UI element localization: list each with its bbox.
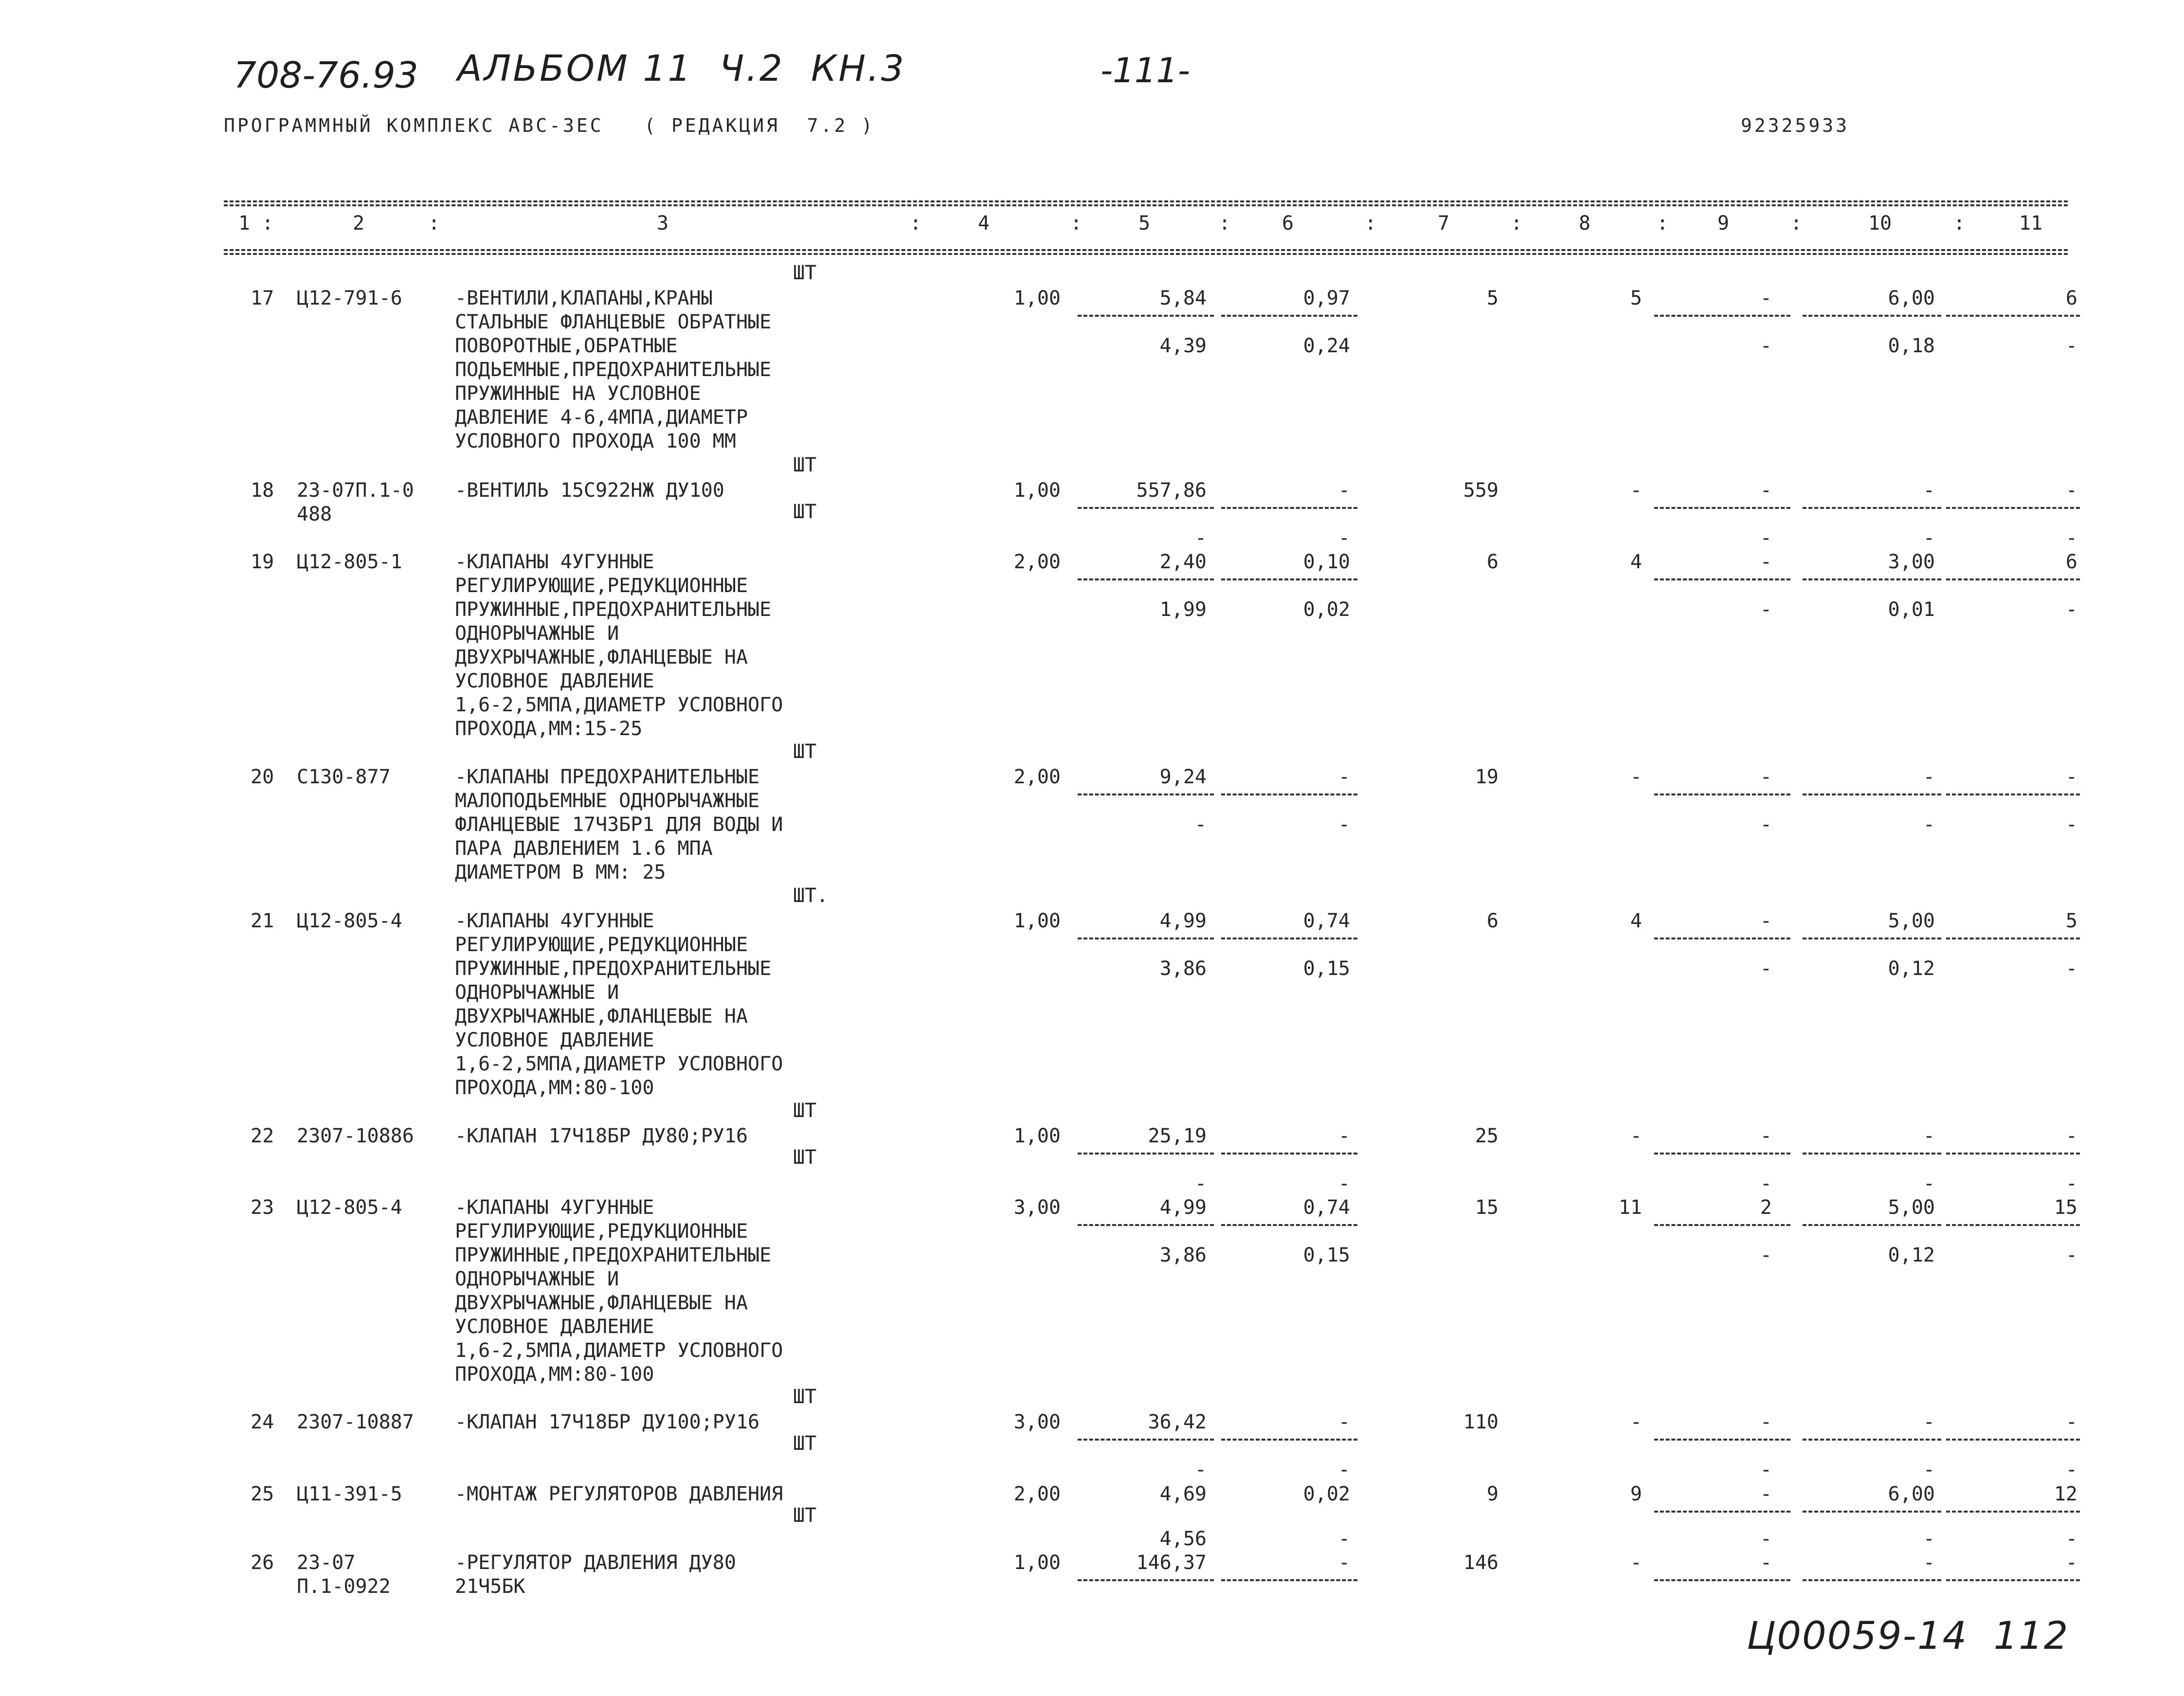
price-code: Ц12-805-4: [297, 1196, 402, 1219]
total-cost: 5: [1486, 287, 1498, 309]
unit-cost-wages: -: [1194, 527, 1207, 549]
col-head-6: 6: [1282, 212, 1294, 235]
col-sep: :: [1511, 212, 1523, 235]
unit-label: ШТ: [793, 501, 817, 523]
divider: [1803, 938, 1941, 939]
col-sep: :: [910, 212, 922, 235]
machine-total: -: [1760, 1552, 1772, 1574]
labor-per-unit: -: [1923, 479, 1935, 502]
quantity: 1,00: [1013, 910, 1061, 932]
labor-total: -: [2065, 1125, 2077, 1147]
divider: [1946, 1439, 2080, 1441]
divider: [1803, 578, 1941, 580]
machine-cost-wages: -: [1338, 1173, 1350, 1195]
total-cost: 6: [1486, 910, 1498, 932]
row-number: 17: [251, 287, 274, 309]
wages-total: 5: [1630, 287, 1642, 309]
divider: [1654, 1224, 1790, 1226]
labor-per-unit: 6,00: [1888, 287, 1935, 309]
labor-per-unit: 6,00: [1888, 1483, 1935, 1505]
divider: [1803, 507, 1941, 509]
divider: [1221, 1579, 1357, 1581]
labor-total: -: [2065, 766, 2077, 788]
item-description: -КЛАПАНЫ ПРЕДОХРАНИТЕЛЬНЫЕ МАЛОПОДЬЕМНЫЕ ОДНОРЫЧАЖНЫЕ ФЛАНЦЕВЫЕ 17Ч3БР1 ДЛЯ ВОДЫ И ПАРА ДАВЛЕНИЕМ 1.6 МПА ДИАМЕТРОМ В ММ: 25: [455, 766, 783, 884]
quantity: 2,00: [1013, 1483, 1061, 1505]
unit-label: ШТ: [793, 262, 817, 284]
machine-cost: -: [1338, 766, 1350, 788]
unit-cost: 4,99: [1159, 910, 1207, 932]
machine-total: -: [1760, 910, 1772, 932]
divider: [1078, 1153, 1214, 1155]
divider: [1654, 794, 1790, 795]
quantity: 1,00: [1013, 479, 1061, 502]
machine-cost-wages: -: [1338, 527, 1350, 549]
quantity: 1,00: [1013, 1552, 1061, 1574]
labor-per-unit: -: [1923, 1411, 1935, 1433]
labor-total: -: [2065, 479, 2077, 502]
program-title: ПРОГРАММНЫЙ КОМПЛЕКС АВС-3ЕС ( РЕДАКЦИЯ 7.2 ): [224, 115, 875, 136]
col-sep: :: [1790, 212, 1803, 235]
total-cost: 15: [1475, 1196, 1498, 1219]
machine-cost: 0,74: [1303, 910, 1350, 932]
divider: [1803, 1579, 1941, 1581]
total-cost: 9: [1486, 1483, 1498, 1505]
divider: [1221, 794, 1357, 795]
labor-per-unit: -: [1923, 766, 1935, 788]
wages-total: -: [1630, 1125, 1642, 1147]
row-number: 21: [251, 910, 274, 932]
divider: [1654, 1439, 1790, 1441]
machine-total: -: [1760, 1411, 1772, 1433]
item-description: -МОНТАЖ РЕГУЛЯТОРОВ ДАВЛЕНИЯ: [455, 1483, 783, 1505]
handwritten-stamp-number: Ц00059-14 112: [1747, 1614, 2069, 1658]
unit-cost-wages: 3,86: [1159, 1244, 1207, 1266]
divider: [1221, 315, 1357, 317]
divider: [1946, 1153, 2080, 1155]
machine-total: -: [1760, 766, 1772, 788]
wages-total: 4: [1630, 551, 1642, 573]
divider: [1221, 938, 1357, 939]
divider: [1946, 1579, 2080, 1581]
col-sep: :: [1953, 212, 1966, 235]
total-cost: 25: [1475, 1125, 1498, 1147]
labor-total: 6: [2065, 287, 2077, 309]
col-sep: :: [1657, 212, 1669, 235]
labor-per-unit-machinist: 0,12: [1888, 1244, 1935, 1266]
item-description: -КЛАПАНЫ 4УГУННЫЕ РЕГУЛИРУЮЩИЕ,РЕДУКЦИОННЫЕ ПРУЖИННЫЕ,ПРЕДОХРАНИТЕЛЬНЫЕ ОДНОРЫЧАЖНЫЕ И ДВУХРЫЧАЖНЫЕ,ФЛАНЦЕВЫЕ НА УСЛОВНОЕ ДАВЛЕНИЕ 1,6-2,5МПА,ДИАМЕТР УСЛОВНОГО ПРОХОДА,ММ:80-100: [455, 910, 783, 1099]
machine-total-wages: -: [1760, 1244, 1772, 1266]
price-code: Ц11-391-5: [297, 1483, 402, 1505]
machine-cost: -: [1338, 1125, 1350, 1147]
machine-cost-wages: -: [1338, 1528, 1350, 1550]
labor-total-machinist: -: [2065, 957, 2077, 980]
unit-label: ШТ: [793, 1432, 817, 1455]
total-cost: 146: [1463, 1552, 1498, 1574]
unit-label: ШТ: [793, 740, 817, 763]
item-description: -КЛАПАН 17Ч18БР ДУ100;РУ16: [455, 1411, 760, 1433]
col-head-2: 2: [353, 212, 365, 235]
price-code: 2307-10887: [297, 1411, 414, 1433]
divider: [1803, 315, 1941, 317]
divider: [1221, 1439, 1357, 1441]
labor-per-unit: 5,00: [1888, 910, 1935, 932]
unit-cost: 36,42: [1148, 1411, 1207, 1433]
machine-total-wages: -: [1760, 957, 1772, 980]
divider: [1078, 1224, 1214, 1226]
col-head-3: 3: [657, 212, 669, 235]
unit-cost-wages: -: [1194, 1459, 1207, 1481]
divider: [1078, 578, 1214, 580]
unit-label: ШТ: [793, 1386, 817, 1408]
handwritten-album-reference: АЛЬБОМ 11 Ч.2 КН.3: [457, 48, 906, 90]
machine-total-wages: -: [1760, 527, 1772, 549]
wages-total: -: [1630, 766, 1642, 788]
row-number: 25: [251, 1483, 274, 1505]
machine-cost-wages: 0,15: [1303, 957, 1350, 980]
unit-cost-wages: 3,86: [1159, 957, 1207, 980]
labor-per-unit: -: [1923, 1552, 1935, 1574]
col-sep: :: [1365, 212, 1377, 235]
labor-total-machinist: -: [2065, 598, 2077, 621]
quantity: 1,00: [1013, 1125, 1061, 1147]
divider: [1078, 315, 1214, 317]
divider: [1803, 1224, 1941, 1226]
unit-cost: 557,86: [1136, 479, 1207, 502]
row-number: 24: [251, 1411, 274, 1433]
divider: [1221, 1153, 1357, 1155]
unit-cost: 9,24: [1159, 766, 1207, 788]
row-number: 20: [251, 766, 274, 788]
divider: [1654, 1579, 1790, 1581]
labor-total-machinist: -: [2065, 1244, 2077, 1266]
machine-total: -: [1760, 287, 1772, 309]
machine-total-wages: -: [1760, 335, 1772, 357]
divider: [1654, 938, 1790, 939]
row-number: 18: [251, 479, 274, 502]
unit-cost-wages: -: [1194, 813, 1207, 836]
item-description: -КЛАПАНЫ 4УГУННЫЕ РЕГУЛИРУЮЩИЕ,РЕДУКЦИОННЫЕ ПРУЖИННЫЕ,ПРЕДОХРАНИТЕЛЬНЫЕ ОДНОРЫЧАЖНЫЕ И ДВУХРЫЧАЖНЫЕ,ФЛАНЦЕВЫЕ НА УСЛОВНОЕ ДАВЛЕНИЕ 1,6-2,5МПА,ДИАМЕТР УСЛОВНОГО ПРОХОДА,ММ:15-25: [455, 551, 783, 740]
total-cost: 19: [1475, 766, 1498, 788]
divider: [1078, 794, 1214, 795]
unit-label: ШТ: [793, 1146, 817, 1169]
document-number: 92325933: [1741, 115, 1850, 136]
unit-label: ШТ: [793, 1100, 817, 1122]
divider: [1654, 1511, 1790, 1513]
wages-total: 9: [1630, 1483, 1642, 1505]
divider: [1946, 1224, 2080, 1226]
item-description: -РЕГУЛЯТОР ДАВЛЕНИЯ ДУ80 21Ч5БК: [455, 1552, 736, 1598]
col-head-10: 10: [1868, 212, 1892, 235]
row-number: 19: [251, 551, 274, 573]
machine-cost: -: [1338, 479, 1350, 502]
divider: [1078, 507, 1214, 509]
machine-cost: 0,74: [1303, 1196, 1350, 1219]
labor-total-machinist: -: [2065, 1459, 2077, 1481]
machine-total: -: [1760, 479, 1772, 502]
price-code: 23-07 П.1-0922: [297, 1552, 391, 1598]
unit-label: ШТ.: [793, 884, 829, 907]
unit-cost-wages: 4,39: [1159, 335, 1207, 357]
divider: [1946, 507, 2080, 509]
divider: [1654, 315, 1790, 317]
machine-cost: -: [1338, 1411, 1350, 1433]
unit-cost-wages: -: [1194, 1173, 1207, 1195]
machine-total-wages: -: [1760, 813, 1772, 836]
machine-cost-wages: -: [1338, 813, 1350, 836]
col-head-7: 7: [1438, 212, 1450, 235]
item-description: -ВЕНТИЛИ,КЛАПАНЫ,КРАНЫ СТАЛЬНЫЕ ФЛАНЦЕВЫЕ ОБРАТНЫЕ ПОВОРОТНЫЕ,ОБРАТНЫЕ ПОДЬЕМНЫЕ,ПРЕДОХРАНИТЕЛЬНЫЕ ПРУЖИННЫЕ НА УСЛОВНОЕ ДАВЛЕНИЕ 4-6,4МПА,ДИАМЕТР УСЛОВНОГО ПРОХОДА 100 ММ: [455, 287, 772, 452]
divider: [1803, 1439, 1941, 1441]
machine-cost: 0,97: [1303, 287, 1350, 309]
labor-total: -: [2065, 1411, 2077, 1433]
labor-total-machinist: -: [2065, 1173, 2077, 1195]
item-description: -КЛАПАН 17Ч18БР ДУ80;РУ16: [455, 1125, 748, 1147]
machine-total-wages: -: [1760, 598, 1772, 621]
machine-total: -: [1760, 1125, 1772, 1147]
divider: [1654, 1153, 1790, 1155]
wages-total: -: [1630, 1411, 1642, 1433]
labor-per-unit: -: [1923, 1125, 1935, 1147]
quantity: 3,00: [1013, 1196, 1061, 1219]
labor-per-unit-machinist: -: [1923, 527, 1935, 549]
col-head-5: 5: [1138, 212, 1151, 235]
price-code: С130-877: [297, 766, 391, 788]
col-head-11: 11: [2019, 212, 2043, 235]
divider: [1946, 794, 2080, 795]
divider: [1803, 794, 1941, 795]
unit-cost: 5,84: [1159, 287, 1207, 309]
divider: [1803, 1153, 1941, 1155]
total-cost: 559: [1463, 479, 1498, 502]
price-code: Ц12-805-1: [297, 551, 402, 573]
machine-total: 2: [1760, 1196, 1772, 1219]
labor-total-machinist: -: [2065, 335, 2077, 357]
machine-total: -: [1760, 1483, 1772, 1505]
divider: [1654, 578, 1790, 580]
col-head-1: 1 :: [238, 212, 274, 235]
unit-cost: 2,40: [1159, 551, 1207, 573]
row-number: 26: [251, 1552, 274, 1574]
labor-per-unit-machinist: -: [1923, 1173, 1935, 1195]
wages-total: 11: [1618, 1196, 1642, 1219]
labor-total: 5: [2065, 910, 2077, 932]
labor-per-unit-machinist: 0,01: [1888, 598, 1935, 621]
col-sep: :: [1219, 212, 1231, 235]
wages-total: 4: [1630, 910, 1642, 932]
machine-total: -: [1760, 551, 1772, 573]
divider: [1803, 1511, 1941, 1513]
machine-cost: 0,10: [1303, 551, 1350, 573]
divider: [1946, 315, 2080, 317]
price-code: Ц12-791-6: [297, 287, 402, 309]
col-head-4: 4: [978, 212, 990, 235]
quantity: 3,00: [1013, 1411, 1061, 1433]
divider: [1946, 938, 2080, 939]
labor-per-unit-machinist: 0,18: [1888, 335, 1935, 357]
labor-per-unit-machinist: -: [1923, 1459, 1935, 1481]
handwritten-document-code: 708-76.93: [234, 54, 418, 96]
divider: [1078, 938, 1214, 939]
labor-total: 6: [2065, 551, 2077, 573]
machine-cost-wages: 0,02: [1303, 598, 1350, 621]
labor-total: 12: [2054, 1483, 2077, 1505]
labor-total-machinist: -: [2065, 527, 2077, 549]
labor-per-unit-machinist: -: [1923, 1528, 1935, 1550]
labor-per-unit: 3,00: [1888, 551, 1935, 573]
machine-cost-wages: 0,15: [1303, 1244, 1350, 1266]
unit-cost-wages: 1,99: [1159, 598, 1207, 621]
divider: [1221, 507, 1357, 509]
col-head-9: 9: [1717, 212, 1730, 235]
total-cost: 6: [1486, 551, 1498, 573]
quantity: 2,00: [1013, 551, 1061, 573]
unit-cost-wages: 4,56: [1159, 1528, 1207, 1550]
divider: [1078, 1439, 1214, 1441]
machine-cost-wages: -: [1338, 1459, 1350, 1481]
row-number: 22: [251, 1125, 274, 1147]
unit-cost: 146,37: [1136, 1552, 1207, 1574]
labor-per-unit-machinist: -: [1923, 813, 1935, 836]
machine-total-wages: -: [1760, 1173, 1772, 1195]
labor-total-machinist: -: [2065, 813, 2077, 836]
quantity: 1,00: [1013, 287, 1061, 309]
price-code: 23-07П.1-0 488: [297, 479, 414, 525]
col-head-8: 8: [1579, 212, 1591, 235]
divider: [1078, 1579, 1214, 1581]
labor-per-unit-machinist: 0,12: [1888, 957, 1935, 980]
divider: [1946, 578, 2080, 580]
machine-cost-wages: 0,24: [1303, 335, 1350, 357]
col-sep: :: [428, 212, 440, 235]
price-code: Ц12-805-4: [297, 910, 402, 932]
machine-cost: -: [1338, 1552, 1350, 1574]
machine-cost: 0,02: [1303, 1483, 1350, 1505]
price-code: 2307-10886: [297, 1125, 414, 1147]
handwritten-page-number: -111-: [1101, 51, 1191, 90]
divider: [1946, 1511, 2080, 1513]
total-cost: 110: [1463, 1411, 1498, 1433]
labor-total: -: [2065, 1552, 2077, 1574]
labor-total-machinist: -: [2065, 1528, 2077, 1550]
machine-total-wages: -: [1760, 1459, 1772, 1481]
unit-label: ШТ: [793, 454, 817, 476]
quantity: 2,00: [1013, 766, 1061, 788]
col-sep: :: [1070, 212, 1083, 235]
wages-total: -: [1630, 479, 1642, 502]
unit-label: ШТ: [793, 1504, 817, 1527]
unit-cost: 4,99: [1159, 1196, 1207, 1219]
unit-cost: 25,19: [1148, 1125, 1207, 1147]
divider: [1221, 1224, 1357, 1226]
divider: [1221, 578, 1357, 580]
labor-per-unit: 5,00: [1888, 1196, 1935, 1219]
wages-total: -: [1630, 1552, 1642, 1574]
machine-total-wages: -: [1760, 1528, 1772, 1550]
row-number: 23: [251, 1196, 274, 1219]
divider: [1654, 507, 1790, 509]
unit-cost: 4,69: [1159, 1483, 1207, 1505]
item-description: -ВЕНТИЛЬ 15С922НЖ ДУ100: [455, 479, 724, 502]
labor-total: 15: [2054, 1196, 2077, 1219]
item-description: -КЛАПАНЫ 4УГУННЫЕ РЕГУЛИРУЮЩИЕ,РЕДУКЦИОННЫЕ ПРУЖИННЫЕ,ПРЕДОХРАНИТЕЛЬНЫЕ ОДНОРЫЧАЖНЫЕ И ДВУХРЫЧАЖНЫЕ,ФЛАНЦЕВЫЕ НА УСЛОВНОЕ ДАВЛЕНИЕ 1,6-2,5МПА,ДИАМЕТР УСЛОВНОГО ПРОХОДА,ММ:80-100: [455, 1196, 783, 1386]
